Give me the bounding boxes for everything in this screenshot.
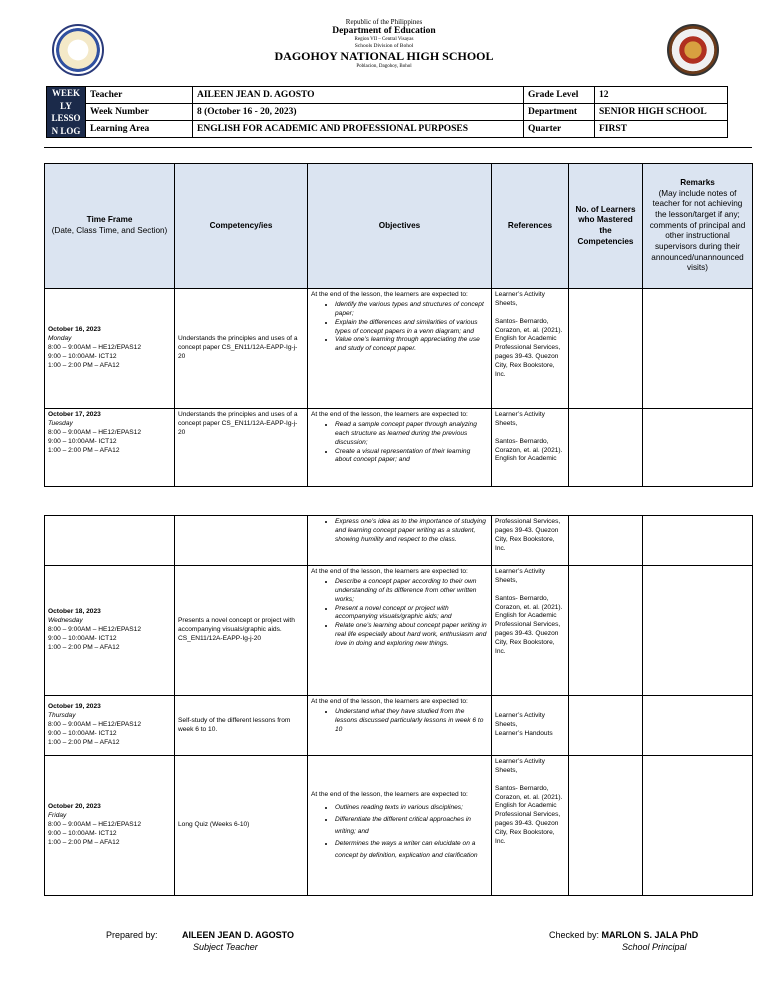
references-cell: Learner’s Activity Sheets, Santos- Bernardo, Corazon, et. al. (2021). English for Academic Professional Services, pages 39-43. Quezon City, Rex Bookstore, Inc. [492, 566, 569, 696]
grade-value: 12 [595, 87, 728, 104]
checked-title-block [622, 942, 687, 952]
teacher-label: Teacher [86, 87, 193, 104]
list-item: • Read a sample concept paper through analyzing each structure as learned during the previous discussion; [335, 421, 488, 448]
info-table [46, 86, 728, 138]
objectives-cell [308, 566, 492, 696]
table-row [45, 409, 753, 487]
table-row [45, 756, 753, 896]
list-item: • Express one’s idea as to the importance of studying and learning concept paper writing as a student, showing humility and respect to the class. [335, 518, 488, 545]
session: 1:00 – 2:00 PM – AFA12 [48, 738, 120, 746]
remarks-title: Remarks [680, 178, 715, 188]
lesson-log-table-1 [44, 163, 753, 487]
prepared-label: Prepared by: [106, 930, 158, 940]
row-date: October 16, 2023 [48, 326, 101, 334]
time-frame-title: Time Frame [86, 215, 133, 225]
grade-label: Grade Level [524, 87, 595, 104]
session: 1:00 – 2:00 PM – AFA12 [48, 361, 120, 369]
references-cell: Learner’s Activity Sheets, Learner’s Handouts [492, 696, 569, 756]
time-frame-cell [45, 289, 175, 409]
time-frame-cell [45, 409, 175, 487]
references-cell: Learner’s Activity Sheets, Santos- Bernardo, Corazon, et. al. (2021). English for Academic Professional Services, pages 39-43. Quezon City, Rex Bookstore, Inc. [492, 289, 569, 409]
session: 1:00 – 2:00 PM – AFA12 [48, 838, 120, 846]
mastered-header: No. of Learners who Mastered the Competencies [569, 164, 643, 289]
list-item: • Outlines reading texts in various disciplines; [335, 802, 488, 814]
competency-cell: Understands the principles and uses of a concept paper CS_EN11/12A-EAPP-Ig-j-20 [175, 409, 308, 487]
session: 9:00 – 10:00AM- ICT12 [48, 437, 117, 445]
letterhead [0, 18, 768, 70]
row-day: Friday [48, 812, 67, 820]
time-frame-cell [45, 756, 175, 896]
objectives-list [311, 802, 488, 861]
row-day: Wednesday [48, 617, 83, 625]
objectives-intro: At the end of the lesson, the learners are expected to: [311, 791, 468, 799]
session: 1:00 – 2:00 PM – AFA12 [48, 643, 120, 651]
objectives-list [311, 518, 488, 545]
mastered-cell [569, 696, 643, 756]
mastered-cell [569, 409, 643, 487]
session: 9:00 – 10:00AM- ICT12 [48, 634, 117, 642]
department-line: Department of Education [332, 26, 436, 37]
session: 8:00 – 9:00AM – HE12/EPAS12 [48, 821, 141, 829]
list-item: • Explain the differences and similarities of various types of concept papers in a venn diagram; and [335, 319, 488, 337]
references-cell: Learner’s Activity Sheets, Santos- Bernardo, Corazon, et. al. (2021). English for Academic Professional Services, pages 39-43. Quezon City, Rex Bookstore, Inc. [492, 756, 569, 896]
row-date: October 20, 2023 [48, 803, 101, 811]
objectives-cell [308, 696, 492, 756]
objectives-intro: At the end of the lesson, the learners are expected to: [311, 411, 468, 418]
objectives-cell [308, 756, 492, 896]
area-label: Learning Area [86, 121, 193, 138]
checked-by-block [549, 930, 698, 940]
objectives-list [311, 421, 488, 465]
time-frame-cell [45, 516, 175, 566]
references-cell: Professional Services, pages 39-43. Quezon City, Rex Bookstore, Inc. [492, 516, 569, 566]
school-name: DAGOHOY NATIONAL HIGH SCHOOL [274, 49, 494, 64]
table-row [45, 289, 753, 409]
prepared-name: AILEEN JEAN D. AGOSTO [182, 930, 295, 940]
mastered-cell [569, 566, 643, 696]
row-day: Tuesday [48, 419, 73, 427]
objectives-list [311, 708, 488, 735]
list-item: • Determines the ways a writer can elucidate on a concept by definition, explication and clarification [335, 838, 488, 862]
list-item: • Understand what they have studied from the lessons discussed particularly lessons in week 6 to 10 [335, 708, 488, 735]
school-address: Poblacion, Dagohoy, Bohol [356, 63, 412, 69]
session: 8:00 – 9:00AM – HE12/EPAS12 [48, 428, 141, 436]
department-label: Department [524, 104, 595, 121]
remarks-cell [643, 756, 753, 896]
week-value: 8 (October 16 - 20, 2023) [193, 104, 524, 121]
wll-line: WEEK [51, 88, 80, 98]
row-date: October 18, 2023 [48, 608, 101, 616]
table-row [45, 566, 753, 696]
session: 9:00 – 10:00AM- ICT12 [48, 829, 117, 837]
wll-line: N LOG [51, 125, 81, 136]
objectives-intro: At the end of the lesson, the learners are expected to: [311, 568, 468, 575]
session: 8:00 – 9:00AM – HE12/EPAS12 [48, 721, 141, 729]
mastered-cell [569, 289, 643, 409]
list-item: • Relate one’s learning about concept paper writing in real life especially about hard work, enthusiasm and love in doing and exploring new things. [335, 622, 488, 649]
prepared-by-block [106, 930, 294, 940]
week-label: Week Number [86, 104, 193, 121]
remarks-cell [643, 566, 753, 696]
references-cell: Learner’s Activity Sheets, Santos- Bernardo, Corazon, et. al. (2021). English for Academic [492, 409, 569, 487]
competency-cell: Long Quiz (Weeks 6-10) [175, 756, 308, 896]
mastered-cell [569, 516, 643, 566]
time-frame-subtitle: (Date, Class Time, and Section) [51, 226, 168, 235]
competency-cell [175, 516, 308, 566]
remarks-cell [643, 696, 753, 756]
session: 8:00 – 9:00AM – HE12/EPAS12 [48, 344, 141, 352]
objectives-cell [308, 409, 492, 487]
list-item: • Create a visual representation of their learning about concept paper; and [335, 448, 488, 466]
division-line: Schools Division of Bohol [354, 42, 414, 49]
competency-header: Competency/ies [175, 164, 308, 289]
remarks-cell [643, 516, 753, 566]
time-frame-cell [45, 696, 175, 756]
checked-name: MARLON S. JALA PhD [601, 930, 699, 940]
objectives-header: Objectives [308, 164, 492, 289]
session: 8:00 – 9:00AM – HE12/EPAS12 [48, 626, 141, 634]
competency-cell: Presents a novel concept or project with accompanying visuals/graphic aids. CS_EN11/12A-EAPP-Ig-j-20 [175, 566, 308, 696]
divider [44, 147, 752, 148]
department-value: SENIOR HIGH SCHOOL [595, 104, 728, 121]
area-value: ENGLISH FOR ACADEMIC AND PROFESSIONAL PURPOSES [193, 121, 524, 138]
teacher-value: AILEEN JEAN D. AGOSTO [193, 87, 524, 104]
objectives-list [311, 578, 488, 649]
prepared-title-block [193, 942, 258, 952]
objectives-intro: At the end of the lesson, the learners are expected to: [311, 698, 468, 705]
list-item: • Present a novel concept or project with accompanying visuals/graphic aids; and [335, 605, 488, 623]
mastered-cell [569, 756, 643, 896]
lesson-log-table-2 [44, 515, 753, 896]
region-line: Region VII – Central Visayas [354, 36, 414, 42]
weekly-lesson-log-badge [47, 87, 86, 138]
remarks-header [643, 164, 753, 289]
list-item: • Identify the various types and structures of concept paper; [335, 301, 488, 319]
competency-cell: Self-study of the different lessons from week 6 to 10. [175, 696, 308, 756]
time-frame-cell [45, 566, 175, 696]
row-day: Monday [48, 335, 72, 343]
remarks-subtitle: (May include notes of teacher for not achieving the lesson/target if any; comments of principal and other instructional supervisors during their announced/unannounced visits) [649, 188, 746, 273]
table-row [45, 696, 753, 756]
references-header: References [492, 164, 569, 289]
wll-line: LESSO [51, 113, 81, 123]
list-item: • Differentiate the different critical approaches in writing; and [335, 814, 488, 838]
objectives-cell [308, 289, 492, 409]
objectives-cell [308, 516, 492, 566]
competency-cell: Understands the principles and uses of a concept paper CS_EN11/12A-EAPP-Ig-j-20 [175, 289, 308, 409]
prepared-title: Subject Teacher [193, 942, 258, 952]
objectives-intro: At the end of the lesson, the learners are expected to: [311, 291, 468, 298]
session: 9:00 – 10:00AM- ICT12 [48, 352, 117, 360]
session: 1:00 – 2:00 PM – AFA12 [48, 446, 120, 454]
wll-line: LY [60, 100, 72, 111]
session: 9:00 – 10:00AM- ICT12 [48, 729, 117, 737]
remarks-cell [643, 289, 753, 409]
checked-title: School Principal [622, 942, 687, 952]
list-item: • Value one’s learning through appreciating the use and study of concept paper. [335, 336, 488, 354]
time-frame-header [45, 164, 175, 289]
quarter-value: FIRST [595, 121, 728, 138]
row-day: Thursday [48, 712, 76, 720]
list-item: • Describe a concept paper according to their own understanding of its difference from other written works; [335, 578, 488, 605]
republic-line: Republic of the Philippines [345, 18, 423, 26]
objectives-list [311, 301, 488, 354]
row-date: October 17, 2023 [48, 411, 101, 418]
table-row [45, 516, 753, 566]
remarks-cell [643, 409, 753, 487]
checked-label: Checked by: [549, 930, 600, 940]
row-date: October 19, 2023 [48, 703, 101, 711]
quarter-label: Quarter [524, 121, 595, 138]
